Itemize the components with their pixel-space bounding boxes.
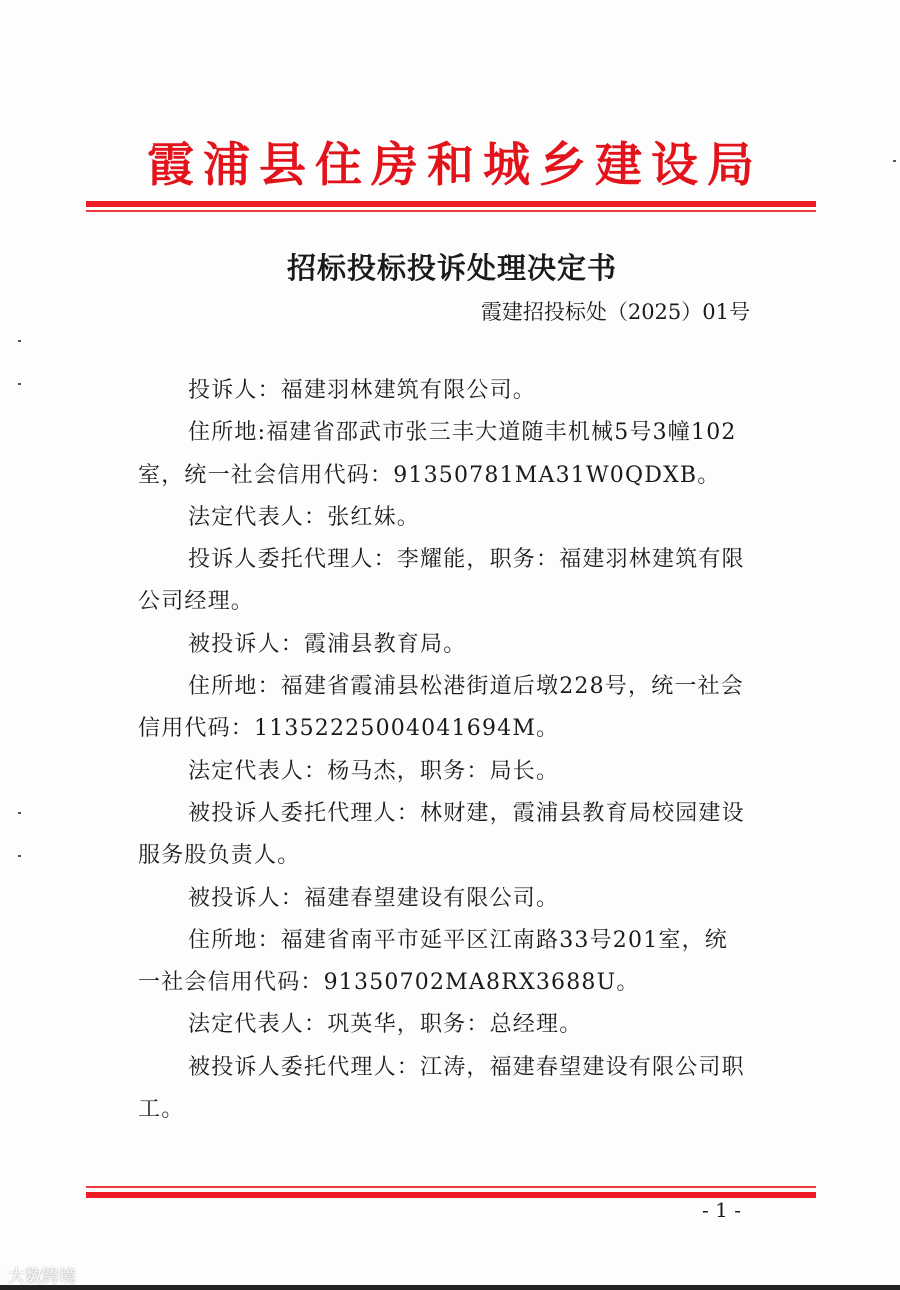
- header-rule-thin: [86, 210, 816, 212]
- paragraph-line: 信用代码：11352225004041694M。: [138, 716, 560, 742]
- paragraph-line: 被投诉人：福建春望建设有限公司。: [188, 885, 560, 911]
- scan-mark: [18, 812, 21, 814]
- document-number: 霞建招投标处（2025）01号: [480, 300, 750, 324]
- document-title: 招标投标投诉处理决定书: [286, 251, 617, 285]
- paragraph-line: 服务股负责人。: [138, 843, 301, 869]
- page-number: - 1 -: [702, 1198, 741, 1222]
- scan-mark: [18, 383, 21, 385]
- scan-mark: [893, 160, 896, 162]
- organization-header: 霞浦县住房和城乡建设局: [147, 138, 763, 193]
- paragraph-line: 住所地：福建省霞浦县松港街道后墩228号，统一社会: [188, 674, 744, 700]
- document-body: [138, 376, 778, 1137]
- paragraph-line: 法定代表人：张红妹。: [188, 504, 421, 530]
- paragraph-line: 室，统一社会信用代码：91350781MA31W0QDXB。: [138, 462, 721, 488]
- paragraph-line: 一社会信用代码：91350702MA8RX3688U。: [138, 970, 640, 996]
- scan-mark: [18, 855, 21, 857]
- scan-mark: [18, 340, 21, 342]
- paragraph-line: 被投诉人委托代理人：江涛，福建春望建设有限公司职: [188, 1054, 745, 1080]
- paragraph-line: 法定代表人：巩英华，职务：总经理。: [188, 1012, 583, 1038]
- paragraph-line: 被投诉人委托代理人：林财建，霞浦县教育局校园建设: [188, 800, 745, 826]
- header-rule-thick: [86, 201, 816, 207]
- paragraph-line: 公司经理。: [138, 589, 255, 615]
- paragraph-line: 工。: [138, 1097, 185, 1123]
- paragraph-line: 投诉人：福建羽林建筑有限公司。: [188, 378, 537, 403]
- paragraph-line: 法定代表人：杨马杰，职务：局长。: [188, 758, 560, 784]
- paragraph-line: 投诉人委托代理人：李耀能，职务：福建羽林建筑有限: [188, 547, 745, 573]
- paragraph-line: 住所地:福建省邵武市张三丰大道随丰机械5号3幢102: [188, 420, 737, 446]
- paragraph-line: 被投诉人：霞浦县教育局。: [188, 631, 467, 657]
- footer-rule-thin: [86, 1186, 816, 1188]
- paragraph-line: 住所地：福建省南平市延平区江南路33号201室，统: [188, 927, 728, 953]
- watermark-logo: 大数跨境: [8, 1267, 76, 1287]
